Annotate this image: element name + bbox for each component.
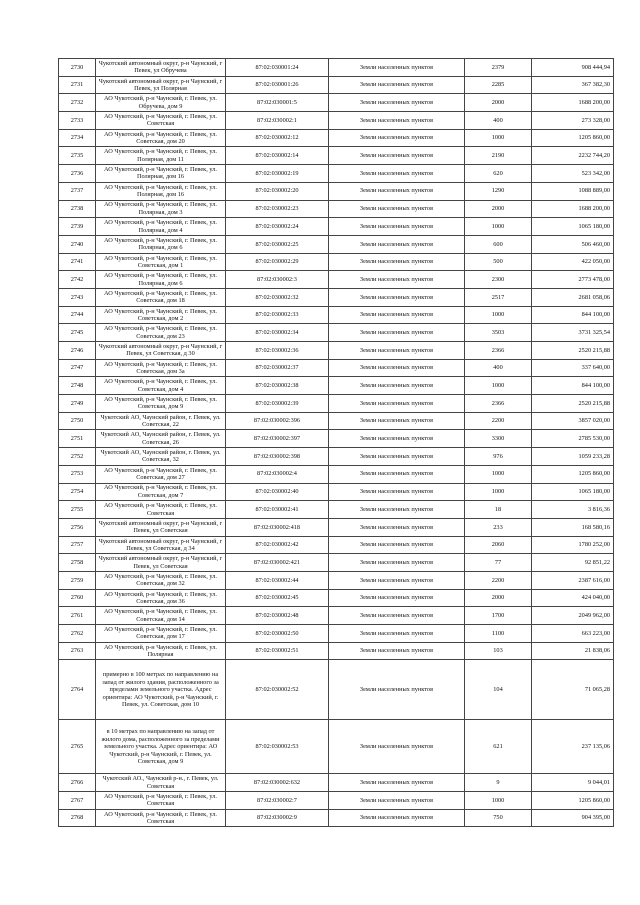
- land-category-cell: Земли населенных пунктов: [329, 625, 465, 643]
- table-row: [59, 377, 614, 395]
- land-category-cell: Земли населенных пунктов: [329, 59, 465, 77]
- land-category-cell: Земли населенных пунктов: [329, 501, 465, 519]
- area-cell: 2366: [465, 395, 532, 413]
- table-row: [59, 288, 614, 306]
- table-row: [59, 76, 614, 94]
- row-number-cell: 2763: [59, 642, 96, 660]
- cadastral-cost-cell: 904 395,00: [532, 809, 614, 827]
- area-cell: 2200: [465, 571, 532, 589]
- cadastral-cost-cell: 663 223,00: [532, 625, 614, 643]
- address-cell: АО Чукотский, р-н Чаунский, г. Певек, ул. Советская, дом 27: [96, 465, 226, 483]
- address-cell: АО Чукотский, р-н Чаунский, г. Певек, ул. Полярная, дом 11: [96, 147, 226, 165]
- address-cell: Чукотский АО, Чаунский район, г. Певек, ул. Советская, 22: [96, 412, 226, 430]
- cadastral-number-cell: 87:02:030002:418: [226, 518, 329, 536]
- table-row: [59, 589, 614, 607]
- area-cell: 1000: [465, 218, 532, 236]
- row-number-cell: 2753: [59, 465, 96, 483]
- cadastral-cost-cell: 1059 233,28: [532, 448, 614, 466]
- address-cell: АО Чукотский, р-н Чаунский, г. Певек, ул. Полярная, дом 16: [96, 165, 226, 183]
- cadastral-cost-cell: 367 382,30: [532, 76, 614, 94]
- area-cell: 104: [465, 660, 532, 720]
- cadastral-number-cell: 87:02:030002:398: [226, 448, 329, 466]
- table-row: [59, 112, 614, 130]
- row-number-cell: 2739: [59, 218, 96, 236]
- address-cell: АО Чукотский, р-н Чаунский, г. Певек, ул. Советская, дом 9: [96, 395, 226, 413]
- area-cell: 3300: [465, 430, 532, 448]
- cadastral-number-cell: 87:02:030002:1: [226, 112, 329, 130]
- land-category-cell: Земли населенных пунктов: [329, 642, 465, 660]
- address-cell: АО Чукотский, р-н Чаунский, г. Певек, ул. Полярная, дом 16: [96, 182, 226, 200]
- cadastral-number-cell: 87:02:030002:25: [226, 235, 329, 253]
- area-cell: 2285: [465, 76, 532, 94]
- address-cell: АО Чукотский, р-н Чаунский, г. Певек, ул. Полярная, дом 4: [96, 218, 226, 236]
- land-category-cell: Земли населенных пунктов: [329, 359, 465, 377]
- address-cell: АО Чукотский, р-н Чаунский, г. Певек, ул. Полярная, дом 3: [96, 200, 226, 218]
- land-category-cell: Земли населенных пунктов: [329, 395, 465, 413]
- table-row: [59, 218, 614, 236]
- cadastral-cost-cell: 1205 860,00: [532, 465, 614, 483]
- land-category-cell: Земли населенных пунктов: [329, 430, 465, 448]
- cadastral-cost-cell: 2520 215,88: [532, 395, 614, 413]
- land-category-cell: Земли населенных пунктов: [329, 165, 465, 183]
- address-cell: АО Чукотский, р-н Чаунский, г. Певек, ул. Советская, дом 36: [96, 589, 226, 607]
- table-row: [59, 465, 614, 483]
- table-row: [59, 518, 614, 536]
- cadastral-cost-cell: 273 328,00: [532, 112, 614, 130]
- area-cell: 2517: [465, 288, 532, 306]
- table-row: [59, 554, 614, 572]
- cadastral-cost-cell: 1065 180,00: [532, 218, 614, 236]
- address-cell: Чукотский АО, Чаунский район, г. Певек, ул. Советская, 26: [96, 430, 226, 448]
- address-cell: Чукотский АО, Чаунский район, г. Певек, ул. Советская, 32: [96, 448, 226, 466]
- table-row: [59, 306, 614, 324]
- land-category-cell: Земли населенных пунктов: [329, 288, 465, 306]
- row-number-cell: 2732: [59, 94, 96, 112]
- address-cell: Чукотский АО., Чаунский р-н., г. Певек, ул. Советская: [96, 774, 226, 792]
- address-cell: АО Чукотский, р-н Чаунский, г. Певек, ул. Советская, дом 23: [96, 324, 226, 342]
- land-category-cell: Земли населенных пунктов: [329, 342, 465, 360]
- table-row: [59, 59, 614, 77]
- area-cell: 2000: [465, 589, 532, 607]
- cadastral-cost-cell: 523 342,00: [532, 165, 614, 183]
- cadastral-number-cell: 87:02:030002:632: [226, 774, 329, 792]
- cadastral-cost-cell: 9 044,01: [532, 774, 614, 792]
- cadastral-cost-cell: 2785 530,00: [532, 430, 614, 448]
- row-number-cell: 2744: [59, 306, 96, 324]
- table-row: [59, 625, 614, 643]
- row-number-cell: 2762: [59, 625, 96, 643]
- cadastral-cost-cell: 237 135,06: [532, 720, 614, 774]
- row-number-cell: 2734: [59, 129, 96, 147]
- cadastral-cost-cell: 92 851,22: [532, 554, 614, 572]
- cadastral-number-cell: 87:02:030002:20: [226, 182, 329, 200]
- address-cell: АО Чукотский, р-н Чаунский, г. Певек, ул. Полярная, дом 6: [96, 271, 226, 289]
- land-category-cell: Земли населенных пунктов: [329, 809, 465, 827]
- cadastral-cost-cell: 2520 215,88: [532, 342, 614, 360]
- area-cell: 77: [465, 554, 532, 572]
- address-cell: АО Чукотский, р-н Чаунский, г. Певек, ул. Советская, дом 7: [96, 483, 226, 501]
- cadastral-number-cell: 87:02:030002:396: [226, 412, 329, 430]
- area-cell: 620: [465, 165, 532, 183]
- area-cell: 2300: [465, 271, 532, 289]
- land-category-cell: Земли населенных пунктов: [329, 483, 465, 501]
- row-number-cell: 2738: [59, 200, 96, 218]
- table-row: [59, 430, 614, 448]
- land-category-cell: Земли населенных пунктов: [329, 412, 465, 430]
- cadastral-cost-cell: 908 444,94: [532, 59, 614, 77]
- address-cell: АО Чукотский, р-н Чаунский, г. Певек, ул. Советская: [96, 809, 226, 827]
- address-cell: АО Чукотский, р-н Чаунский, г. Певек, ул. Советская, дом 32: [96, 571, 226, 589]
- cadastral-number-cell: 87:02:030002:7: [226, 792, 329, 810]
- cadastral-number-cell: 87:02:030002:12: [226, 129, 329, 147]
- table-row: [59, 342, 614, 360]
- cadastral-number-cell: 87:02:030002:9: [226, 809, 329, 827]
- address-cell: АО Чукотский, р-н Чаунский, г. Певек, ул. Советская, дом 14: [96, 607, 226, 625]
- land-category-cell: Земли населенных пунктов: [329, 218, 465, 236]
- table-row: [59, 571, 614, 589]
- cadastral-cost-cell: 424 040,00: [532, 589, 614, 607]
- row-number-cell: 2741: [59, 253, 96, 271]
- table-row: [59, 412, 614, 430]
- land-category-cell: Земли населенных пунктов: [329, 200, 465, 218]
- table-row: [59, 501, 614, 519]
- area-cell: 1000: [465, 306, 532, 324]
- table-row: [59, 607, 614, 625]
- land-plots-table: [58, 58, 614, 827]
- land-category-cell: Земли населенных пунктов: [329, 554, 465, 572]
- land-category-cell: Земли населенных пунктов: [329, 448, 465, 466]
- cadastral-number-cell: 87:02:030002:48: [226, 607, 329, 625]
- cadastral-number-cell: 87:02:030002:29: [226, 253, 329, 271]
- area-cell: 2190: [465, 147, 532, 165]
- table-row: [59, 129, 614, 147]
- cadastral-number-cell: 87:02:030002:24: [226, 218, 329, 236]
- area-cell: 1000: [465, 129, 532, 147]
- land-category-cell: Земли населенных пунктов: [329, 271, 465, 289]
- row-number-cell: 2742: [59, 271, 96, 289]
- area-cell: 2379: [465, 59, 532, 77]
- land-category-cell: Земли населенных пунктов: [329, 129, 465, 147]
- cadastral-number-cell: 87:02:030002:52: [226, 660, 329, 720]
- row-number-cell: 2761: [59, 607, 96, 625]
- address-cell: Чукотский автономный округ, р-н Чаунский, г Певек, ул Советская: [96, 518, 226, 536]
- table-row: [59, 720, 614, 774]
- row-number-cell: 2757: [59, 536, 96, 554]
- cadastral-cost-cell: 21 838,06: [532, 642, 614, 660]
- table-row: [59, 660, 614, 720]
- address-cell: в 10 метрах по направлению на запад от жилого дома, расположенного за пределами земельного участка. Адрес ориентира: АО Чукотский, р-н Чаунский, г. Певек, ул. Советская, дом 9: [96, 720, 226, 774]
- land-category-cell: Земли населенных пунктов: [329, 660, 465, 720]
- cadastral-number-cell: 87:02:030002:397: [226, 430, 329, 448]
- row-number-cell: 2756: [59, 518, 96, 536]
- table-row: [59, 147, 614, 165]
- cadastral-cost-cell: 1780 252,00: [532, 536, 614, 554]
- address-cell: АО Чукотский, р-н Чаунский, г. Певек, ул. Полярная, дом 6: [96, 235, 226, 253]
- land-category-cell: Земли населенных пунктов: [329, 112, 465, 130]
- row-number-cell: 2740: [59, 235, 96, 253]
- row-number-cell: 2765: [59, 720, 96, 774]
- cadastral-number-cell: 87:02:030002:14: [226, 147, 329, 165]
- area-cell: 1100: [465, 625, 532, 643]
- table-row: [59, 448, 614, 466]
- cadastral-number-cell: 87:02:030002:40: [226, 483, 329, 501]
- table-row: [59, 774, 614, 792]
- row-number-cell: 2768: [59, 809, 96, 827]
- area-cell: 18: [465, 501, 532, 519]
- cadastral-cost-cell: 337 640,00: [532, 359, 614, 377]
- cadastral-number-cell: 87:02:030002:53: [226, 720, 329, 774]
- cadastral-cost-cell: 844 100,00: [532, 377, 614, 395]
- cadastral-cost-cell: 844 100,00: [532, 306, 614, 324]
- area-cell: 9: [465, 774, 532, 792]
- table-row: [59, 182, 614, 200]
- row-number-cell: 2730: [59, 59, 96, 77]
- area-cell: 400: [465, 112, 532, 130]
- land-category-cell: Земли населенных пунктов: [329, 465, 465, 483]
- table-body: [59, 59, 614, 827]
- cadastral-number-cell: 87:02:030002:37: [226, 359, 329, 377]
- cadastral-number-cell: 87:02:030002:42: [226, 536, 329, 554]
- address-cell: Чукотский автономный округ, р-н Чаунский, г Певек, ул Полярная: [96, 76, 226, 94]
- cadastral-cost-cell: 1065 180,00: [532, 483, 614, 501]
- area-cell: 621: [465, 720, 532, 774]
- table-row: [59, 94, 614, 112]
- cadastral-number-cell: 87:02:030002:34: [226, 324, 329, 342]
- cadastral-cost-cell: 1088 889,00: [532, 182, 614, 200]
- row-number-cell: 2767: [59, 792, 96, 810]
- cadastral-number-cell: 87:02:030002:3: [226, 271, 329, 289]
- row-number-cell: 2743: [59, 288, 96, 306]
- address-cell: Чукотский автономный округ, р-н Чаунский, г Певек, ул Обручева: [96, 59, 226, 77]
- row-number-cell: 2746: [59, 342, 96, 360]
- cadastral-number-cell: 87:02:030002:4: [226, 465, 329, 483]
- area-cell: 500: [465, 253, 532, 271]
- address-cell: АО Чукотский, р-н Чаунский, г. Певек, ул. Советская: [96, 112, 226, 130]
- cadastral-number-cell: 87:02:030002:33: [226, 306, 329, 324]
- cadastral-number-cell: 87:02:030001:5: [226, 94, 329, 112]
- land-category-cell: Земли населенных пунктов: [329, 774, 465, 792]
- cadastral-cost-cell: 2773 478,00: [532, 271, 614, 289]
- cadastral-cost-cell: 3857 020,00: [532, 412, 614, 430]
- table-row: [59, 809, 614, 827]
- cadastral-number-cell: 87:02:030002:39: [226, 395, 329, 413]
- address-cell: примерно в 100 метрах по направлению на запад от жилого здания, расположенного за пределами земельного участка. Адрес ориентира: АО Чукотский, р-н Чаунский, г. Певек, ул. Советская, дом 10: [96, 660, 226, 720]
- area-cell: 1000: [465, 792, 532, 810]
- land-category-cell: Земли населенных пунктов: [329, 253, 465, 271]
- cadastral-cost-cell: 1205 860,00: [532, 792, 614, 810]
- area-cell: 2060: [465, 536, 532, 554]
- land-category-cell: Земли населенных пунктов: [329, 377, 465, 395]
- address-cell: АО Чукотский, р-н Чаунский, г. Певек, ул. Советская: [96, 792, 226, 810]
- table-row: [59, 324, 614, 342]
- row-number-cell: 2755: [59, 501, 96, 519]
- land-category-cell: Земли населенных пунктов: [329, 306, 465, 324]
- cadastral-cost-cell: 2387 616,00: [532, 571, 614, 589]
- row-number-cell: 2766: [59, 774, 96, 792]
- area-cell: 2366: [465, 342, 532, 360]
- land-category-cell: Земли населенных пунктов: [329, 94, 465, 112]
- cadastral-number-cell: 87:02:030002:19: [226, 165, 329, 183]
- land-category-cell: Земли населенных пунктов: [329, 607, 465, 625]
- address-cell: АО Чукотский, р-н Чаунский, г. Певек, ул. Советская: [96, 501, 226, 519]
- row-number-cell: 2750: [59, 412, 96, 430]
- cadastral-cost-cell: 3731 325,54: [532, 324, 614, 342]
- row-number-cell: 2758: [59, 554, 96, 572]
- land-category-cell: Земли населенных пунктов: [329, 792, 465, 810]
- cadastral-number-cell: 87:02:030002:32: [226, 288, 329, 306]
- row-number-cell: 2759: [59, 571, 96, 589]
- address-cell: АО Чукотский, р-н Чаунский, г. Певек, ул. Полярная: [96, 642, 226, 660]
- area-cell: 2000: [465, 94, 532, 112]
- row-number-cell: 2754: [59, 483, 96, 501]
- address-cell: АО Чукотский, р-н Чаунский, г. Певек, ул. Советская, дом 20: [96, 129, 226, 147]
- row-number-cell: 2747: [59, 359, 96, 377]
- row-number-cell: 2745: [59, 324, 96, 342]
- table-row: [59, 271, 614, 289]
- address-cell: Чукотский автономный округ, р-н Чаунский, г Певек, ул Советская, д 30: [96, 342, 226, 360]
- cadastral-cost-cell: 1688 200,00: [532, 94, 614, 112]
- row-number-cell: 2764: [59, 660, 96, 720]
- land-category-cell: Земли населенных пунктов: [329, 518, 465, 536]
- area-cell: 750: [465, 809, 532, 827]
- land-category-cell: Земли населенных пунктов: [329, 536, 465, 554]
- cadastral-number-cell: 87:02:030002:51: [226, 642, 329, 660]
- area-cell: 103: [465, 642, 532, 660]
- cadastral-number-cell: 87:02:030002:23: [226, 200, 329, 218]
- area-cell: 1290: [465, 182, 532, 200]
- table-row: [59, 235, 614, 253]
- row-number-cell: 2748: [59, 377, 96, 395]
- table-row: [59, 359, 614, 377]
- cadastral-cost-cell: 506 460,00: [532, 235, 614, 253]
- cadastral-number-cell: 87:02:030002:45: [226, 589, 329, 607]
- area-cell: 600: [465, 235, 532, 253]
- cadastral-cost-cell: 71 065,28: [532, 660, 614, 720]
- cadastral-number-cell: 87:02:030001:26: [226, 76, 329, 94]
- table-row: [59, 165, 614, 183]
- cadastral-cost-cell: 1205 860,00: [532, 129, 614, 147]
- row-number-cell: 2736: [59, 165, 96, 183]
- land-category-cell: Земли населенных пунктов: [329, 571, 465, 589]
- cadastral-cost-cell: 168 580,16: [532, 518, 614, 536]
- cadastral-cost-cell: 422 050,00: [532, 253, 614, 271]
- cadastral-number-cell: 87:02:030002:36: [226, 342, 329, 360]
- address-cell: АО Чукотский, р-н Чаунский, г. Певек, ул. Советская, дом 17: [96, 625, 226, 643]
- cadastral-cost-cell: 2232 744,20: [532, 147, 614, 165]
- row-number-cell: 2751: [59, 430, 96, 448]
- land-category-cell: Земли населенных пунктов: [329, 720, 465, 774]
- row-number-cell: 2737: [59, 182, 96, 200]
- land-category-cell: Земли населенных пунктов: [329, 147, 465, 165]
- area-cell: 1000: [465, 483, 532, 501]
- address-cell: АО Чукотский, р-н Чаунский, г. Певек, ул. Советская, дом 18: [96, 288, 226, 306]
- cadastral-number-cell: 87:02:030001:24: [226, 59, 329, 77]
- area-cell: 233: [465, 518, 532, 536]
- area-cell: 2000: [465, 200, 532, 218]
- area-cell: 400: [465, 359, 532, 377]
- table-row: [59, 200, 614, 218]
- area-cell: 976: [465, 448, 532, 466]
- area-cell: 1000: [465, 465, 532, 483]
- address-cell: Чукотский автономный округ, р-н Чаунский, г Певек, ул Советская, д 34: [96, 536, 226, 554]
- row-number-cell: 2752: [59, 448, 96, 466]
- area-cell: 3503: [465, 324, 532, 342]
- address-cell: АО Чукотский, р-н Чаунский, г. Певек, ул. Советская, дом 3а: [96, 359, 226, 377]
- row-number-cell: 2731: [59, 76, 96, 94]
- area-cell: 2200: [465, 412, 532, 430]
- land-category-cell: Земли населенных пунктов: [329, 589, 465, 607]
- cadastral-number-cell: 87:02:030002:421: [226, 554, 329, 572]
- cadastral-cost-cell: 3 816,36: [532, 501, 614, 519]
- row-number-cell: 2749: [59, 395, 96, 413]
- cadastral-number-cell: 87:02:030002:41: [226, 501, 329, 519]
- table-row: [59, 253, 614, 271]
- row-number-cell: 2735: [59, 147, 96, 165]
- land-category-cell: Земли населенных пунктов: [329, 235, 465, 253]
- address-cell: Чукотский автономный округ, р-н Чаунский, г Певек, ул Советская: [96, 554, 226, 572]
- cadastral-number-cell: 87:02:030002:44: [226, 571, 329, 589]
- document-page: [58, 58, 613, 827]
- table-row: [59, 792, 614, 810]
- table-row: [59, 642, 614, 660]
- cadastral-cost-cell: 2049 962,00: [532, 607, 614, 625]
- row-number-cell: 2760: [59, 589, 96, 607]
- land-category-cell: Земли населенных пунктов: [329, 76, 465, 94]
- area-cell: 1000: [465, 377, 532, 395]
- cadastral-number-cell: 87:02:030002:50: [226, 625, 329, 643]
- table-row: [59, 395, 614, 413]
- address-cell: АО Чукотский, р-н Чаунский, г. Певек, ул. Советская, дом 4: [96, 377, 226, 395]
- land-category-cell: Земли населенных пунктов: [329, 182, 465, 200]
- cadastral-cost-cell: 1688 200,00: [532, 200, 614, 218]
- area-cell: 1700: [465, 607, 532, 625]
- address-cell: АО Чукотский, р-н Чаунский, г. Певек, ул. Советская, дом 1: [96, 253, 226, 271]
- cadastral-number-cell: 87:02:030002:38: [226, 377, 329, 395]
- cadastral-cost-cell: 2681 058,06: [532, 288, 614, 306]
- table-row: [59, 483, 614, 501]
- address-cell: АО Чукотский, р-н Чаунский, г. Певек, ул. Обручева, дом 9: [96, 94, 226, 112]
- land-category-cell: Земли населенных пунктов: [329, 324, 465, 342]
- table-row: [59, 536, 614, 554]
- address-cell: АО Чукотский, р-н Чаунский, г. Певек, ул. Советская, дом 2: [96, 306, 226, 324]
- row-number-cell: 2733: [59, 112, 96, 130]
